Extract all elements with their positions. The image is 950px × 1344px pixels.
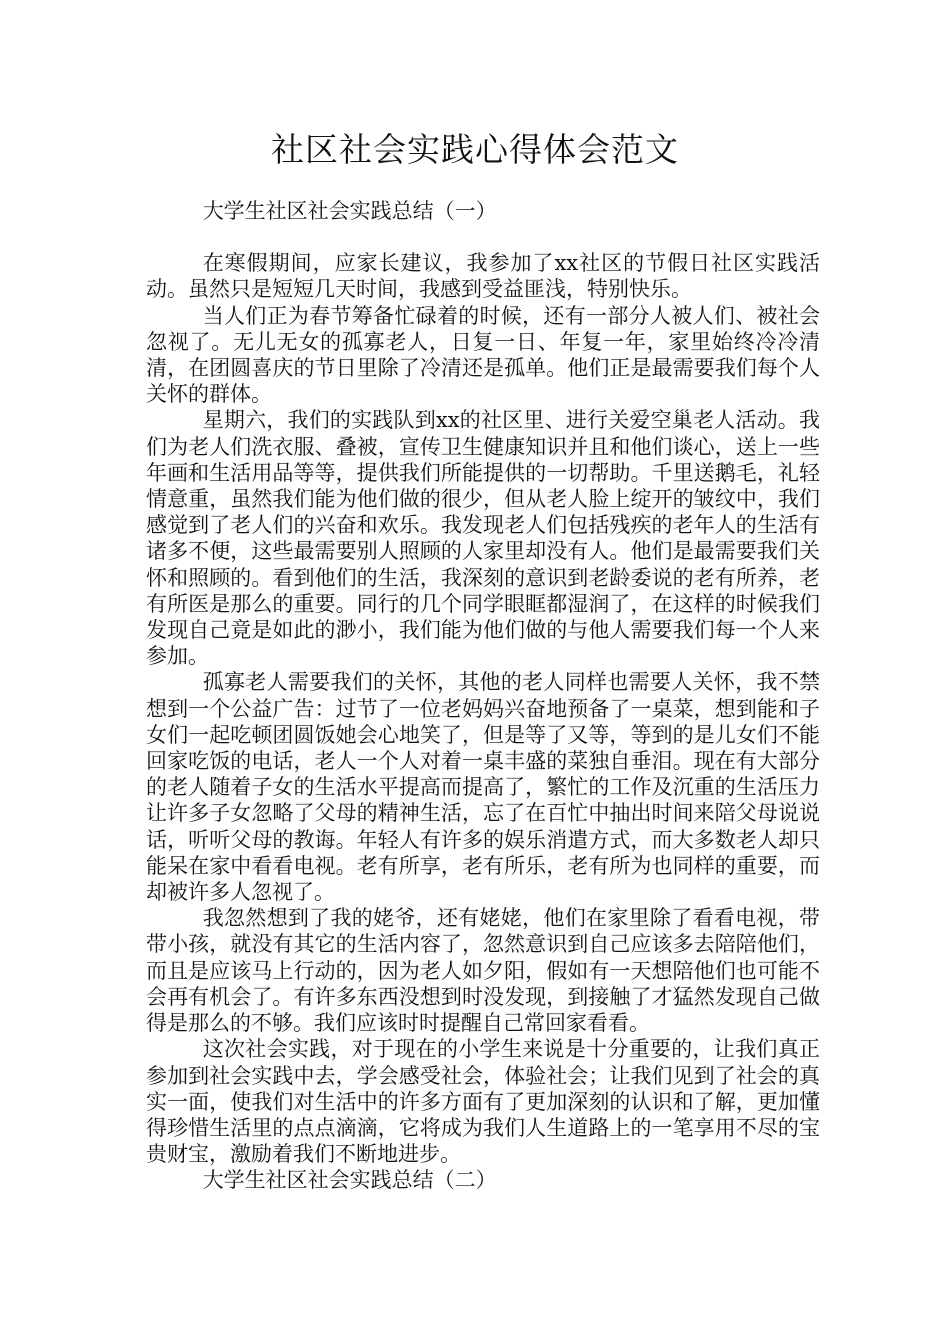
paragraph-5: 我忽然想到了我的姥爷，还有姥姥，他们在家里除了看看电视，带带小孩，就没有其它的生活内容了，忽然意识到自己应该多去陪陪他们，而且是应该马上行动的，因为老人如夕阳，假如有一天想陪他们也可能不会再有机会了。有许多东西没想到时没发现，到接触了才猛然发现自己做得是那么的不够。我们应该时时提醒自己常回家看看。 [146,906,820,1036]
paragraph-6: 这次社会实践，对于现在的小学生来说是十分重要的，让我们真正参加到社会实践中去，学会感受社会，体验社会；让我们见到了社会的真实一面，使我们对生活中的许多方面有了更加深刻的认识和了解，更加懂得珍惜生活里的点点滴滴，它将成为我们人生道路上的一笔享用不尽的宝贵财宝，激励着我们不断地进步。 [146,1037,820,1167]
section-heading-1: 大学生社区社会实践总结（一） [202,199,497,223]
blank-line [146,224,820,250]
document-title: 社区社会实践心得体会范文 [271,130,679,169]
paragraph-2: 当人们正为春节筹备忙碌着的时候，还有一部分人被人们、被社会忽视了。无儿无女的孤寡老人，日复一日、年复一年，家里始终冷冷清清，在团圆喜庆的节日里除了冷清还是孤单。他们正是最需要我们每个人关怀的群体。 [146,303,820,407]
section-heading-2: 大学生社区社会实践总结（二） [202,1168,497,1193]
document-body [146,198,820,1194]
paragraph-1: 在寒假期间，应家长建议，我参加了xx社区的节假日社区实践活动。虽然只是短短几天时间，我感到受益匪浅，特别快乐。 [146,251,820,302]
paragraph-3: 星期六，我们的实践队到xx的社区里、进行关爱空巢老人活动。我们为老人们洗衣服、叠被，宣传卫生健康知识并且和他们谈心，送上一些年画和生活用品等等，提供我们所能提供的一切帮助。千里送鹅毛，礼轻情意重，虽然我们能为他们做的很少，但从老人脸上绽开的皱纹中，我们感觉到了老人们的兴奋和欢乐。我发现老人们包括残疾的老年人的生活有诸多不便，这些最需要别人照顾的人家里却没有人。他们是最需要我们关怀和照顾的。看到他们的生活，我深刻的意识到老龄委说的老有所养，老有所医是那么的重要。同行的几个同学眼眶都湿润了，在这样的时候我们发现自己竟是如此的渺小，我们能为他们做的与他人需要我们每一个人来参加。 [146,408,820,669]
paragraph-4: 孤寡老人需要我们的关怀，其他的老人同样也需要人关怀，我不禁想到一个公益广告：过节了一位老妈妈兴奋地预备了一桌菜，想到能和子女们一起吃顿团圆饭她会心地笑了，但是等了又等，等到的是儿女们不能回家吃饭的电话，老人一个人对着一桌丰盛的菜独自垂泪。现在有大部分的老人随着子女的生活水平提高而提高了，繁忙的工作及沉重的生活压力让许多子女忽略了父母的精神生活，忘了在百忙中抽出时间来陪父母说说话，听听父母的教诲。年轻人有许多的娱乐消遣方式，而大多数老人却只能呆在家中看看电视。老有所享，老有所乐，老有所为也同样的重要，而却被许多人忽视了。 [146,670,820,905]
